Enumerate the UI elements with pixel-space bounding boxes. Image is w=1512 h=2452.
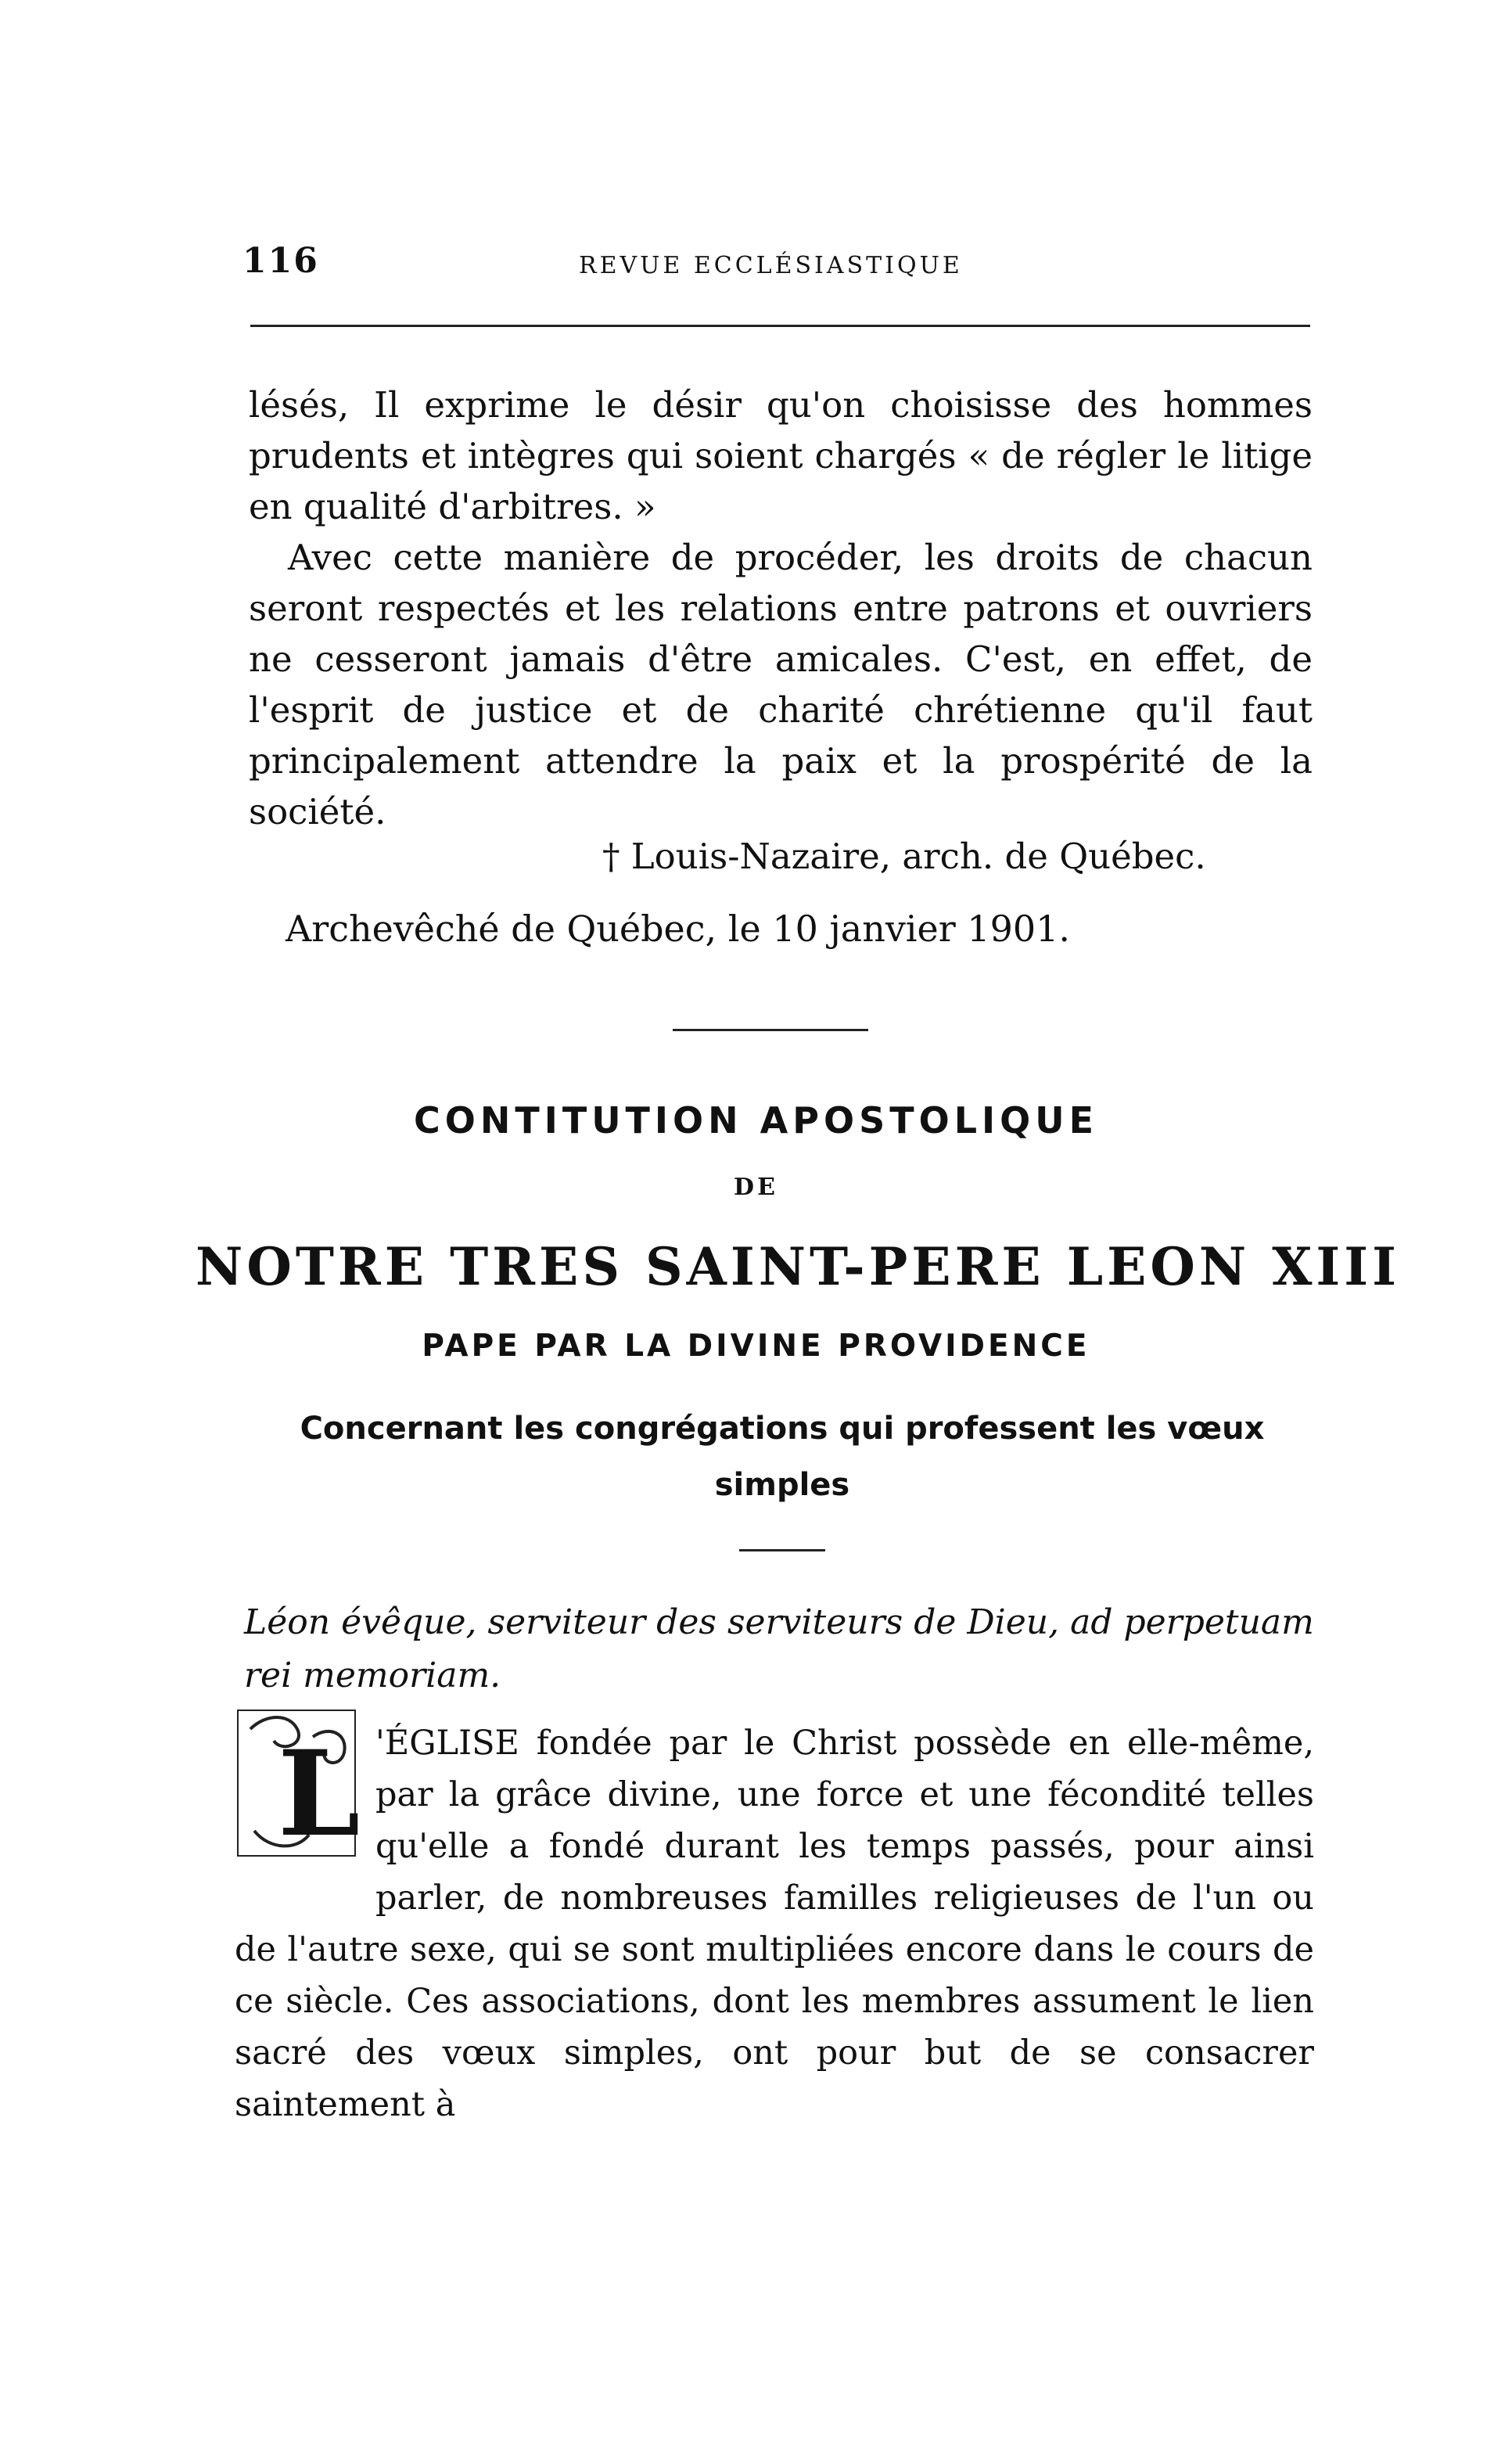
ornamental-dropcap bbox=[235, 1706, 360, 1862]
providence-line: PAPE PAR LA DIVINE PROVIDENCE bbox=[422, 1328, 1090, 1364]
dateline: Archevêché de Québec, le 10 janvier 1901. bbox=[286, 908, 1071, 950]
constitution-title: CONTITUTION APOSTOLIQUE bbox=[413, 1099, 1099, 1142]
dropcap-letter: L bbox=[278, 1725, 360, 1862]
ornamental-dropcap-icon bbox=[235, 1706, 360, 1862]
salutation-text: Léon évêque, serviteur des serviteurs de Dieu, ad perpetuam rei memoriam. bbox=[244, 1602, 1314, 1695]
salutation bbox=[244, 1596, 1316, 1702]
constitution-body-text: 'ÉGLISE fondée par le Christ possède en elle-même, par la grâce divine, une force et une fécondité telles qu'elle a fondé durant les temps passés, pour ainsi parler, de nombreuses familles religieuses de l'un ou de l'autre sexe, qui se sont multipliées encore dans le cours de ce siècle. Ces associations, dont les membres assument le lien sacré des vœux simples, ont pour but de se consacrer saintement à bbox=[235, 1724, 1314, 2124]
header-rule bbox=[250, 325, 1310, 327]
section-divider bbox=[673, 1029, 868, 1031]
page-header bbox=[242, 241, 1314, 288]
pope-line: NOTRE TRES SAINT-PERE LEON XIII bbox=[196, 1236, 1401, 1297]
letter-paragraph-2: Avec cette manière de procéder, les droits de chacun seront respectés et les relations entre patrons et ouvriers ne cesseront jamais d'être amicales. C'est, en effet, de l'esprit de justice et de charité chrétienne qu'il faut principalement attendre la paix et la prospérité de la société. bbox=[249, 537, 1313, 832]
constitution-de: DE bbox=[734, 1174, 778, 1201]
constitution-subject: Concernant les congrégations qui professent les vœux simples bbox=[300, 1411, 1265, 1503]
constitution-body bbox=[235, 1717, 1314, 2130]
running-title: REVUE ECCLÉSIASTIQUE bbox=[579, 252, 963, 279]
letter-paragraph-1: lésés, Il exprime le désir qu'on choisisse des hommes prudents et intègres qui soient chargés « de régler le litige en qualité d'arbitres. » bbox=[249, 384, 1313, 527]
signature: † Louis-Nazaire, arch. de Québec. bbox=[602, 836, 1206, 877]
page-number: 116 bbox=[242, 241, 319, 281]
subtitle-divider bbox=[739, 1549, 825, 1551]
letter-body bbox=[249, 379, 1313, 837]
